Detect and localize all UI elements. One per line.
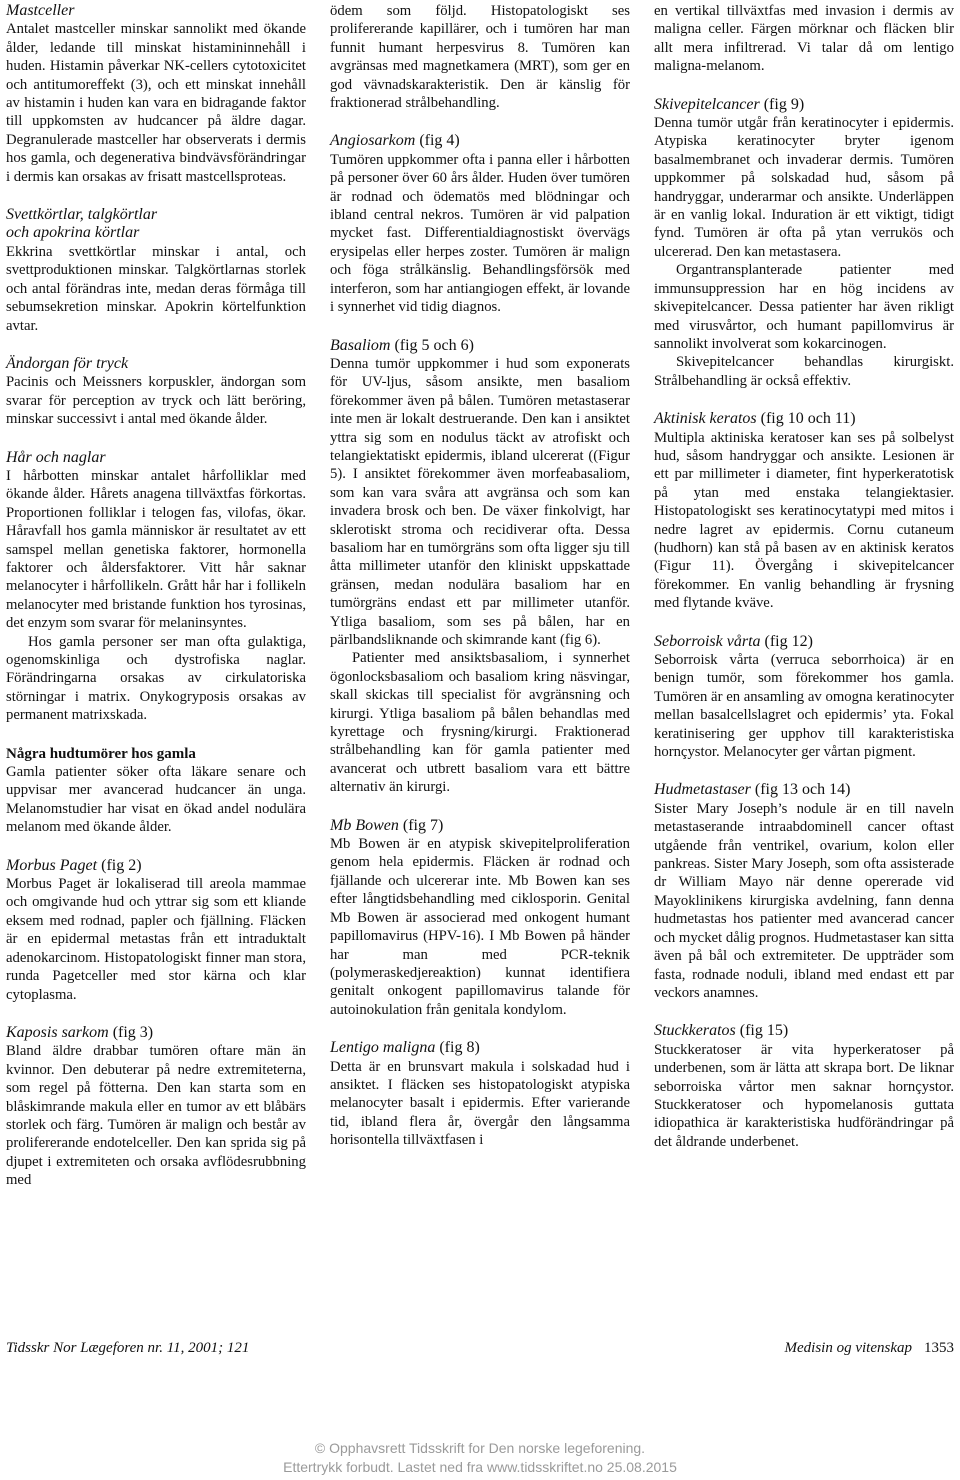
section-heading: Mb Bowen (fig 7) <box>330 816 444 834</box>
paragraph: Sister Mary Joseph’s nodule är en till naveln metastaserande intraabdominell cancer oftast utgående från ventrikel, ovarium, kolon eller pankreas. Sister Mary Joseph, som ofta assisterade dr William Mayo när denne opererade vid Mayoklinikens kirurgiska avdelning, fann denna hudmetastas hos patienter med avancerad cancer och mycket dålig prognos. Hudmetastaser kan sitta även på bål och extremiteter. De uppträder som fasta, rodnade noduli, ibland med endast ett par veckors anamnes. <box>654 800 954 1001</box>
paragraph: Bland äldre drabbar tumören oftare män än kvinnor. Den debuterar på nedre extremiteterna, som regel på fötterna. Den kan starta som en blåskimrande makula eller en tumor av ett blåbärs storlek och färg. Tumören är malign och består av prolifererande endotelceller. Den kan sprida sig på djupet i extremiteten och orsaka avflödesrubbning med <box>6 1043 306 1189</box>
copyright-line: © Opphavsrett Tidsskrift for Den norske legeforening. <box>314 1440 646 1456</box>
section-aktinisk-keratos <box>654 410 954 612</box>
page-number: 1353 <box>924 1340 954 1356</box>
section-heading: Ändorgan för tryck <box>6 354 129 372</box>
paragraph: Mb Bowen är en atypisk skivepitelproliferation genom hela epidermis. Fläcken är rodnad och fjällande och ulcererar inte. Mb Bowen kan ses efter långtidsbehandling med ciklosporin. Genital Mb Bowen är associerad med onkogent humant papillomavirus (HPV-16). I Mb Bowen på händer har man med PCR-teknik (polymeraskedjereaktion) kunnat identifiera genitalt onkogent papillomavirus talande för autoinokulation från genitala kondylom. <box>330 836 630 1018</box>
section-seborroisk-varta <box>654 633 954 762</box>
paragraph: Ekkrina svettkörtlar minskar i antal, och svettproduktionen minskar. Talgkörtlarnas storlek och antal förändras inte, medan deras förmåga till sebumsekretion minskar. Apokrin körtelfunktion avtar. <box>6 243 306 334</box>
paragraph: Hos gamla personer ser man ofta gulaktiga, ogenomskinliga och dystrofiska naglar. Förändringarna orsakas av cirkulatoriska störningar i matrix. Onykogryposis orsakas av permanent matrixskada. <box>6 633 306 724</box>
section-hudmetastaser <box>654 781 954 1002</box>
section-angiosarkom <box>330 132 630 316</box>
paragraph: Gamla patienter söker ofta läkare senare och uppvisar mer avancerad hudcancer än unga. Melanomstudier har visat en ökad andel nodulära melanom med ökande ålder. <box>6 764 306 836</box>
paragraph: Pacinis och Meissners korpuskler, ändorgan som svarar för perception av tryck och lätt beröring, minskar successivt i antal med ökande ålder. <box>6 374 306 428</box>
paragraph: Organtransplanterade patienter med immunsuppression har en hög incidens av skivepitelcancer. Dessa patienter har även rikligt med virusvårtor, och humant papillomvirus är sannolikt involverat som kokarcinogen. <box>654 262 954 352</box>
section-heading: Några hudtumörer hos gamla <box>6 745 196 762</box>
section-skivepitelcancer <box>654 96 954 391</box>
paragraph: ödem som följd. Histopatologiskt ses prolifererande kapillärer, och i tumören har man funnit humant herpesvirus 8. Tumören kan avgränsas med magnetkamera (MRT), som ger en god vävnadskarakteristik. Den är känslig för fraktionerad strålbehandling. <box>330 3 630 112</box>
paragraph: Morbus Paget är lokaliserad till areola mammae och omgivande hud och yttrar sig som ett kliande eksem med rodnad, papler och fjällning. Fläcken är en epidermal metastas från ett intraduktalt adenokarcinom. Histopatologiskt finner man stora, runda Pagetceller med stor kärna och klar cytoplasma. <box>6 876 306 1003</box>
section-heading: Stuckkeratos (fig 15) <box>654 1022 789 1040</box>
section-hudtumorer <box>6 745 306 837</box>
paragraph: Denna tumör utgår från keratinocyter i epidermis. Atypiska keratinocyter bryter igenom basalmembranet och invaderar dermis. Tumören uppkommer på solskadad hud, såsom på handryggar, underarmar och ansikte. Underläppen är en vanlig lokal. Induration är ett viktigt, tidigt fynd. Tumören är ofta på ytan verrukös och ulcererad. Den kan metastasera. <box>654 115 954 260</box>
download-notice: Ettertrykk forbudt. Lastet ned fra www.tidsskriftet.no 25.08.2015 <box>283 1459 677 1475</box>
paragraph: Detta är en brunsvart makula i solskadad hud i ansiktet. I fläcken ses histopatologiskt atypiska melanocyter basalt i epidermis. Efter varierande tid, ibland flera år, övergår den långsamma horisontella tillväxtfasen i <box>330 1058 630 1149</box>
section-morbus-paget <box>6 857 306 1004</box>
section-heading: Hudmetastaser (fig 13 och 14) <box>654 781 851 799</box>
section-kaposis-sarkom <box>6 1024 306 1190</box>
section-heading: Hår och naglar <box>6 448 106 466</box>
paragraph: Multipla aktiniska keratoser kan ses på solbelyst hud, såsom handryggar och ansikte. Lesionen är ett par millimeter i diameter, fint hyperkeratotisk på ytan med enstaka telangiektasier. Histopatologiskt ses keratinocytatypi med mitos i nedre lagret av epidermis. Cornu cutaneum (hudhorn) kan stå på basen av en aktinisk keratos (Figur 11). Övergång i skivepitelcancer förekommer. En vanlig behandling är frysning med flytande kväve. <box>654 429 954 612</box>
paragraph: Tumören uppkommer ofta i panna eller i hårbotten på personer över 60 års ålder. Huden över tumören är rodnad och ödematös med blödningar och ibland central nekros. Tumören är vid palpation mycket fast. Differentialdiagnostiskt övervägs erysipelas eller herpes zoster. Tumören är malign och föga strålkänslig. Behandlingsförsök med interferon, som har antiangiogen effekt, är lovande i synnerhet vid tidig diagnos. <box>330 151 630 316</box>
paragraph: Skivepitelcancer behandlas kirurgiskt. Strålbehandling är också effektiv. <box>654 354 954 389</box>
section-andorgan <box>6 355 306 429</box>
section-mb-bowen <box>330 817 630 1019</box>
footer-right <box>785 1340 954 1357</box>
section-stuckkeratos <box>654 1022 954 1151</box>
paragraph: Antalet mastceller minskar sannolikt med ökande ålder, ledande till minskat histamininnehåll i huden. Histamin påverkar NK-cellers cytotoxicitet och antitumoreffekt (3), och ett minskat innehåll av histamin i huden kan vara en bidragande faktor till uppkomsten av hudcancer på äldre dagar. Degranulerade mastceller har observerats i dermis hos gamla, och degenerativa bindvävsförändringar i dermis kan orsakas av frisatt mastcellsproteas. <box>6 21 306 185</box>
paragraph: Stuckkeratoser är vita hyperkeratoser på underbenen, som är lätta att skrapa bort. De liknar seborroiska vårtor men saknar hornçystor. Stuckkeratoser och hypomelanosis guttata idiopathica är karakteristiska hudförändringar på det åldrande underbenet. <box>654 1041 954 1150</box>
section-heading: Lentigo maligna (fig 8) <box>330 1039 480 1057</box>
paragraph: I hårbotten minskar antalet hårfolliklar med ökande ålder. Hårets anagena tillväxtfas förkortas. Proportionen folliklar i telogen fas, vilofas, ökar. Håravfall hos gamla människor är resultatet av ett samspel mellan genetiska faktorer, hormonella faktorer och åldersfaktorer. Vitt hår saknar melanocyter i hårfollikeln. Grått hår har i follikeln melanocyter med bristande funktion hos tyrosinas, det enzym som svarar för melaninsyntes. <box>6 467 306 632</box>
journal-citation: Tidsskr Nor Lægeforen nr. 11, 2001; 121 <box>6 1340 250 1356</box>
section-svettkortlar <box>6 206 306 335</box>
column-1 <box>6 2 306 1190</box>
paragraph: Denna tumör uppkommer i hud som exponerats för UV-ljus, såsom ansikte, men basaliom förekommer även på bålen. Tumören metastaserar inte men är lokalt destruerande. Den kan i ansiktet yttra sig som en nodulus täckt av atrofiskt och telangiektatiskt epidermis, ibland ulcererat ((Figur 5). I ansiktet förekommer även morfeabasaliom, som kan vara svåra att avgränsa och som kan invadera brosk och ben. De växer finkolvigt, har sklerotiskt stroma och recidiverar ofta. Dessa basaliom har en tumörgräns som ofta ligger sju till åtta millimeter utanför den kliniskt uppskattade gränsen, medan nodulära basaliom har en tumörgräns endast ett par millimeter utanför. Ytliga basaliom, som ses på bålen, har en pärlbandsliknande och skimrande kant (fig 6). <box>330 355 630 648</box>
section-heading: Svettkörtlar, talgkörtlar och apokrina körtlar <box>6 206 158 242</box>
section-heading: Skivepitelcancer (fig 9) <box>654 95 805 113</box>
section-heading: Kaposis sarkom (fig 3) <box>6 1023 154 1041</box>
section-heading: Aktinisk keratos (fig 10 och 11) <box>654 410 856 428</box>
section-lentigo-maligna <box>330 1039 630 1149</box>
paragraph: Patienter med ansiktsbasaliom, i synnerhet ögonlocksbasaliom och basaliom kring näsvingar, skall skickas till specialist för avgränsning och kirurgi. Ytliga basaliom på bålen behandlas med kyrettage och frysning/kirurgi. Fraktionerad strålbehandling kan för gamla patienter med avancerat och utbrett basaliom vara ett bättre alternativ än kirurgi. <box>330 650 630 796</box>
section-heading: Mastceller <box>6 2 75 19</box>
section-mastceller <box>6 2 306 186</box>
section-heading: Basaliom (fig 5 och 6) <box>330 336 474 354</box>
section-heading: Angiosarkom (fig 4) <box>330 132 460 150</box>
column-3 <box>654 2 954 1151</box>
section-heading: Seborroisk vårta (fig 12) <box>654 632 813 650</box>
section-heading: Morbus Paget (fig 2) <box>6 856 142 874</box>
section-name: Medisin og vitenskap <box>784 1340 912 1356</box>
section-har-och-naglar <box>6 449 306 725</box>
section-basaliom <box>330 337 630 797</box>
paragraph: en vertikal tillväxtfas med invasion i dermis av maligna celler. Färgen mörknar och fläcken blir allt mera infiltrerad. Vi talar då om lentigo maligna-melanom. <box>654 3 954 75</box>
page-footer <box>6 1340 954 1360</box>
paragraph: Seborroisk vårta (verruca seborrhoica) är en benign tumör, som förekommer hos gamla. Tumören är en ansamling av omogna keratinocyter mellan basalcellslagret och epidermis’ yta. Fokal keratinisering ger upphov till karakteristiska hornçystor. Melanocyter ger vårtan pigment. <box>654 652 954 761</box>
column-2 <box>330 2 630 1150</box>
